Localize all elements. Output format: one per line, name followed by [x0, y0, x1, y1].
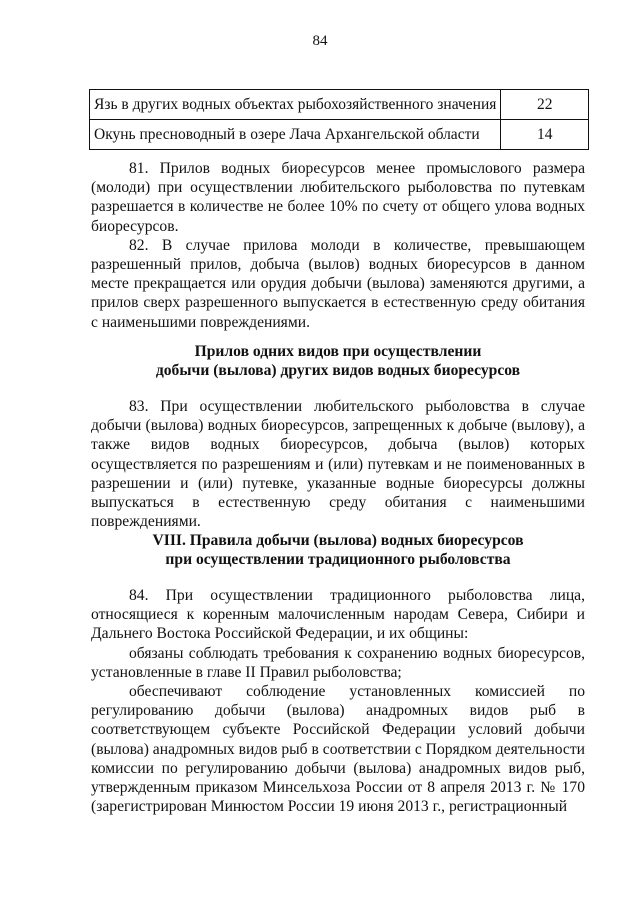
chapter-heading-viii — [91, 531, 585, 569]
table-row — [90, 90, 589, 120]
catch-quota-table — [89, 89, 589, 150]
heading-line: при осуществлении традиционного рыболовства — [165, 551, 511, 568]
paragraph-84-compliance: обеспечивают соблюдение установленных комиссией по регулированию добычи (вылова) анадромных видов рыб в соответствующем субъекте Российской Федерации условий добычи (вылова) анадромных видов рыб в соответствии с Порядком деятельности комиссии по регулированию добычи (вылова) анадромных видов рыб, утвержденным приказом Минсельхоза России от 8 апреля 2013 г. № 170 (зарегистрирован Минюстом России 19 июня 2013 г., регистрационный — [91, 683, 585, 816]
paragraph-81: 81. Прилов водных биоресурсов менее промыслового размера (молоди) при осуществлении любительского рыболовства по путевкам разрешается в количестве не более 10% по счету от общего улова водных биоресурсов. — [91, 160, 585, 235]
text-block-release — [91, 397, 585, 531]
table-cell-value: 22 — [501, 90, 589, 120]
heading-line: Прилов одних видов при осуществлении — [194, 343, 482, 360]
table-cell-value: 14 — [501, 120, 589, 150]
section-heading-bycatch — [91, 342, 585, 380]
paragraph-84: 84. При осуществлении традиционного рыболовства лица, относящиеся к коренным малочисленным народам Севера, Сибири и Дальнего Востока Российской Федерации, и их общины: — [91, 587, 585, 643]
table-cell-species: Язь в других водных объектах рыбохозяйственного значения — [90, 90, 501, 120]
heading-line: VIII. Правила добычи (вылова) водных биоресурсов — [152, 532, 524, 549]
text-block-bycatch — [91, 159, 585, 332]
paragraph-83: 83. При осуществлении любительского рыболовства в случае добычи (вылова) водных биоресурсов, запрещенных к добыче (вылову), а также видов водных биоресурсов, добыча (вылов) которых осуществляется по разрешениям и (или) путевкам и не поименованных в разрешении и (или) путевке, указанные водные биоресурсы должны выпускаться в естественную среду обитания с наименьшими повреждениями. — [91, 398, 585, 531]
text-block-traditional — [91, 586, 585, 816]
heading-line: добычи (вылова) других видов водных биоресурсов — [155, 362, 521, 379]
table-row — [90, 120, 589, 150]
table-cell-species: Окунь пресноводный в озере Лача Архангельской области — [90, 120, 501, 150]
paragraph-84-obligation: обязаны соблюдать требования к сохранению водных биоресурсов, установленные в главе II Правил рыболовства; — [91, 644, 585, 681]
page-number: 84 — [312, 33, 328, 49]
paragraph-82: 82. В случае прилова молоди в количестве, превышающем разрешенный прилов, добыча (вылов) водных биоресурсов в данном месте прекращается или орудия добычи (вылова) заменяются другими, а прилов сверх разрешенного выпускается в естественную среду обитания с наименьшими повреждениями. — [91, 236, 585, 331]
